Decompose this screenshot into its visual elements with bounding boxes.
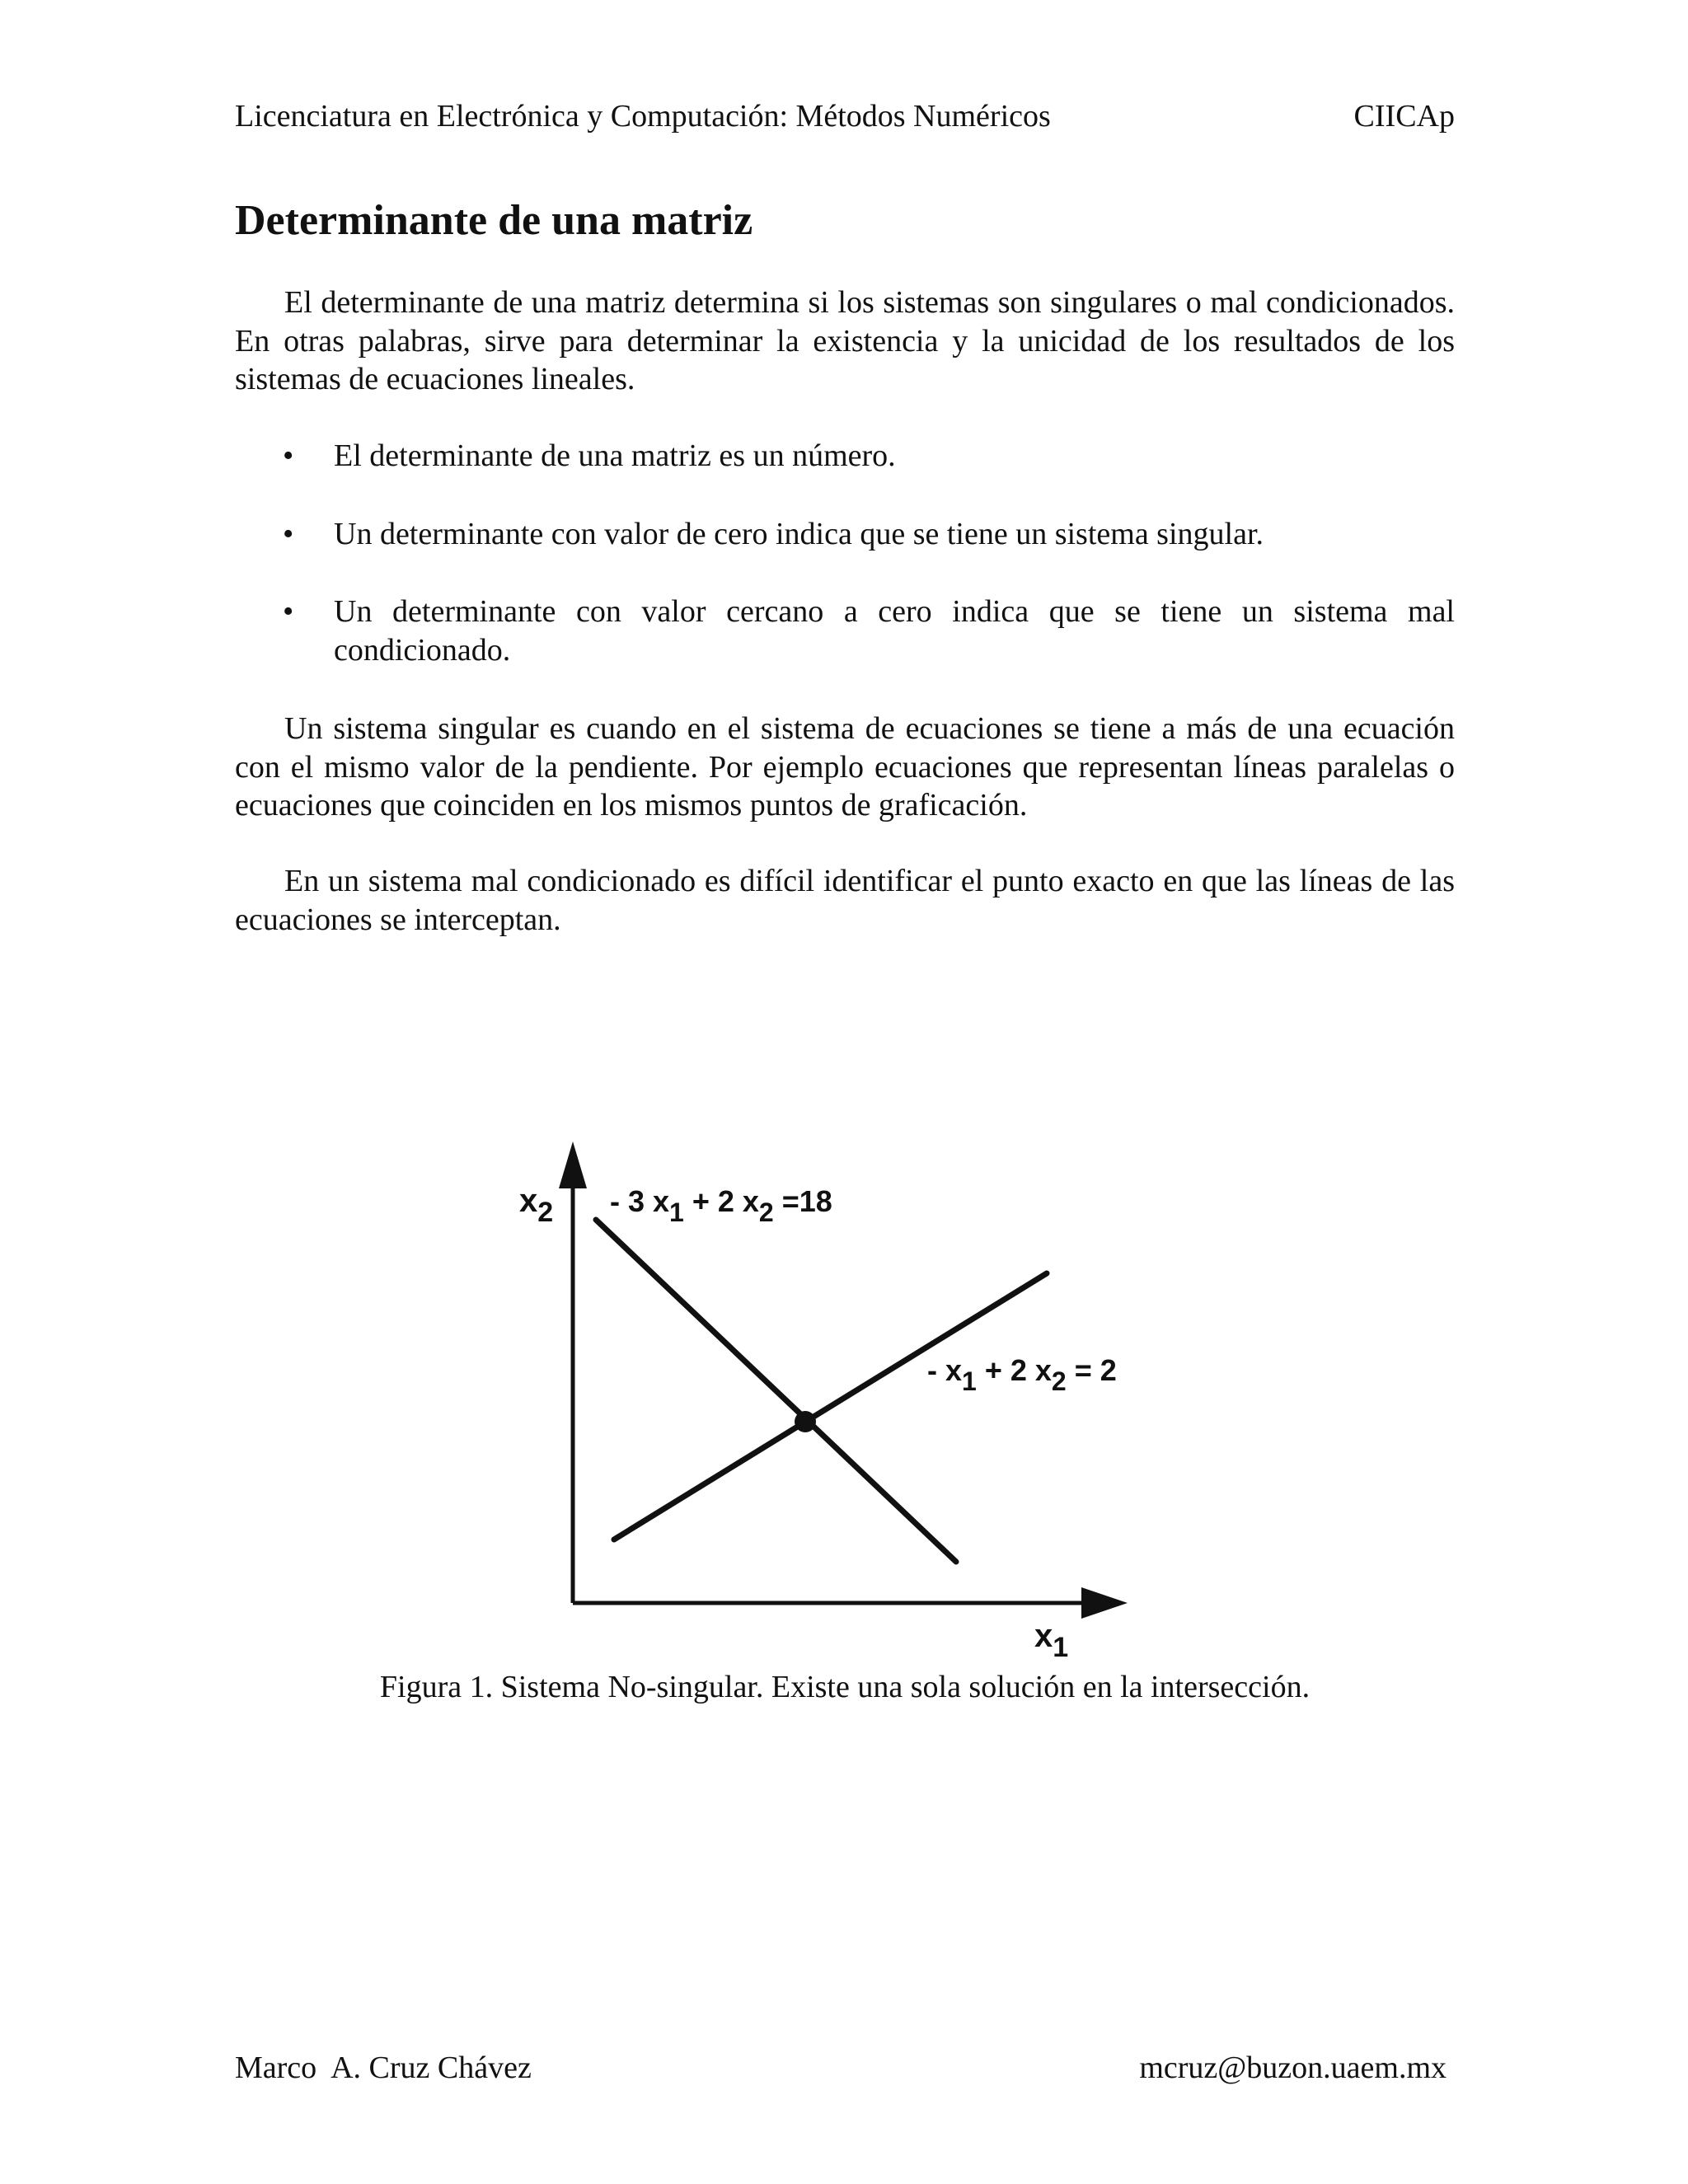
equation-1-line bbox=[596, 1220, 956, 1562]
header-course: Licenciatura en Electrónica y Computación: Métodos Numéricos bbox=[235, 99, 1051, 134]
bullet-list bbox=[235, 437, 1455, 669]
intersection-point bbox=[795, 1411, 816, 1432]
bullet-dot: • bbox=[283, 516, 294, 551]
header-institution: CIICAp bbox=[1353, 99, 1455, 134]
figure-caption: Figura 1. Sistema No-singular. Existe una sola solución en la intersección. bbox=[379, 1670, 1311, 1704]
bullet-dot: • bbox=[283, 438, 294, 473]
figure-nonsingular-system bbox=[495, 1129, 1195, 1673]
equation-1-label: - 3 x1 + 2 x2 =18 bbox=[610, 1184, 832, 1227]
page-footer bbox=[235, 2047, 1447, 2088]
ill-conditioned-paragraph: En un sistema mal condicionado es difícil identificar el punto exacto en que las líneas de las ecuaciones se interceptan. bbox=[235, 864, 1455, 937]
singular-paragraph: Un sistema singular es cuando en el sistema de ecuaciones se tiene a más de una ecuación con el mismo valor de la pendiente. Por ejemplo ecuaciones que representan líneas paralelas o ecuaciones que coinciden en los mismos puntos de graficación. bbox=[235, 711, 1455, 823]
footer-author: Marco A. Cruz Chávez bbox=[235, 2050, 532, 2085]
x-axis-arrow bbox=[1081, 1587, 1128, 1619]
bullet-text: Un determinante con valor cercano a cero indica que se tiene un sistema mal condicionado. bbox=[334, 594, 1455, 668]
bullet-item bbox=[235, 593, 1455, 669]
y-axis-arrow bbox=[559, 1141, 587, 1188]
intro-paragraph: El determinante de una matriz determina si los sistemas son singulares o mal condicionados. En otras palabras, sirve para determinar la existencia y la unicidad de los resultados de los sistemas de ecuaciones lineales. bbox=[235, 285, 1455, 396]
equation-2-line bbox=[614, 1273, 1047, 1540]
bullet-item bbox=[235, 515, 1455, 554]
bullet-item bbox=[235, 437, 1455, 476]
figure-graph bbox=[495, 1129, 1195, 1673]
section-title: Determinante de una matriz bbox=[235, 197, 753, 244]
bullet-dot: • bbox=[283, 594, 294, 629]
bullet-text: El determinante de una matriz es un número. bbox=[334, 438, 896, 473]
bullet-text: Un determinante con valor de cero indica que se tiene un sistema singular. bbox=[334, 516, 1264, 551]
x-axis-label: $x_1$ bbox=[1034, 1618, 1069, 1663]
equation-2-label: - x1 + 2 x2 = 2 bbox=[927, 1353, 1117, 1396]
page-header bbox=[235, 96, 1455, 137]
y-axis-label: $x_2$ bbox=[519, 1183, 554, 1228]
footer-email: mcruz@buzon.uaem.mx bbox=[1139, 2050, 1447, 2085]
